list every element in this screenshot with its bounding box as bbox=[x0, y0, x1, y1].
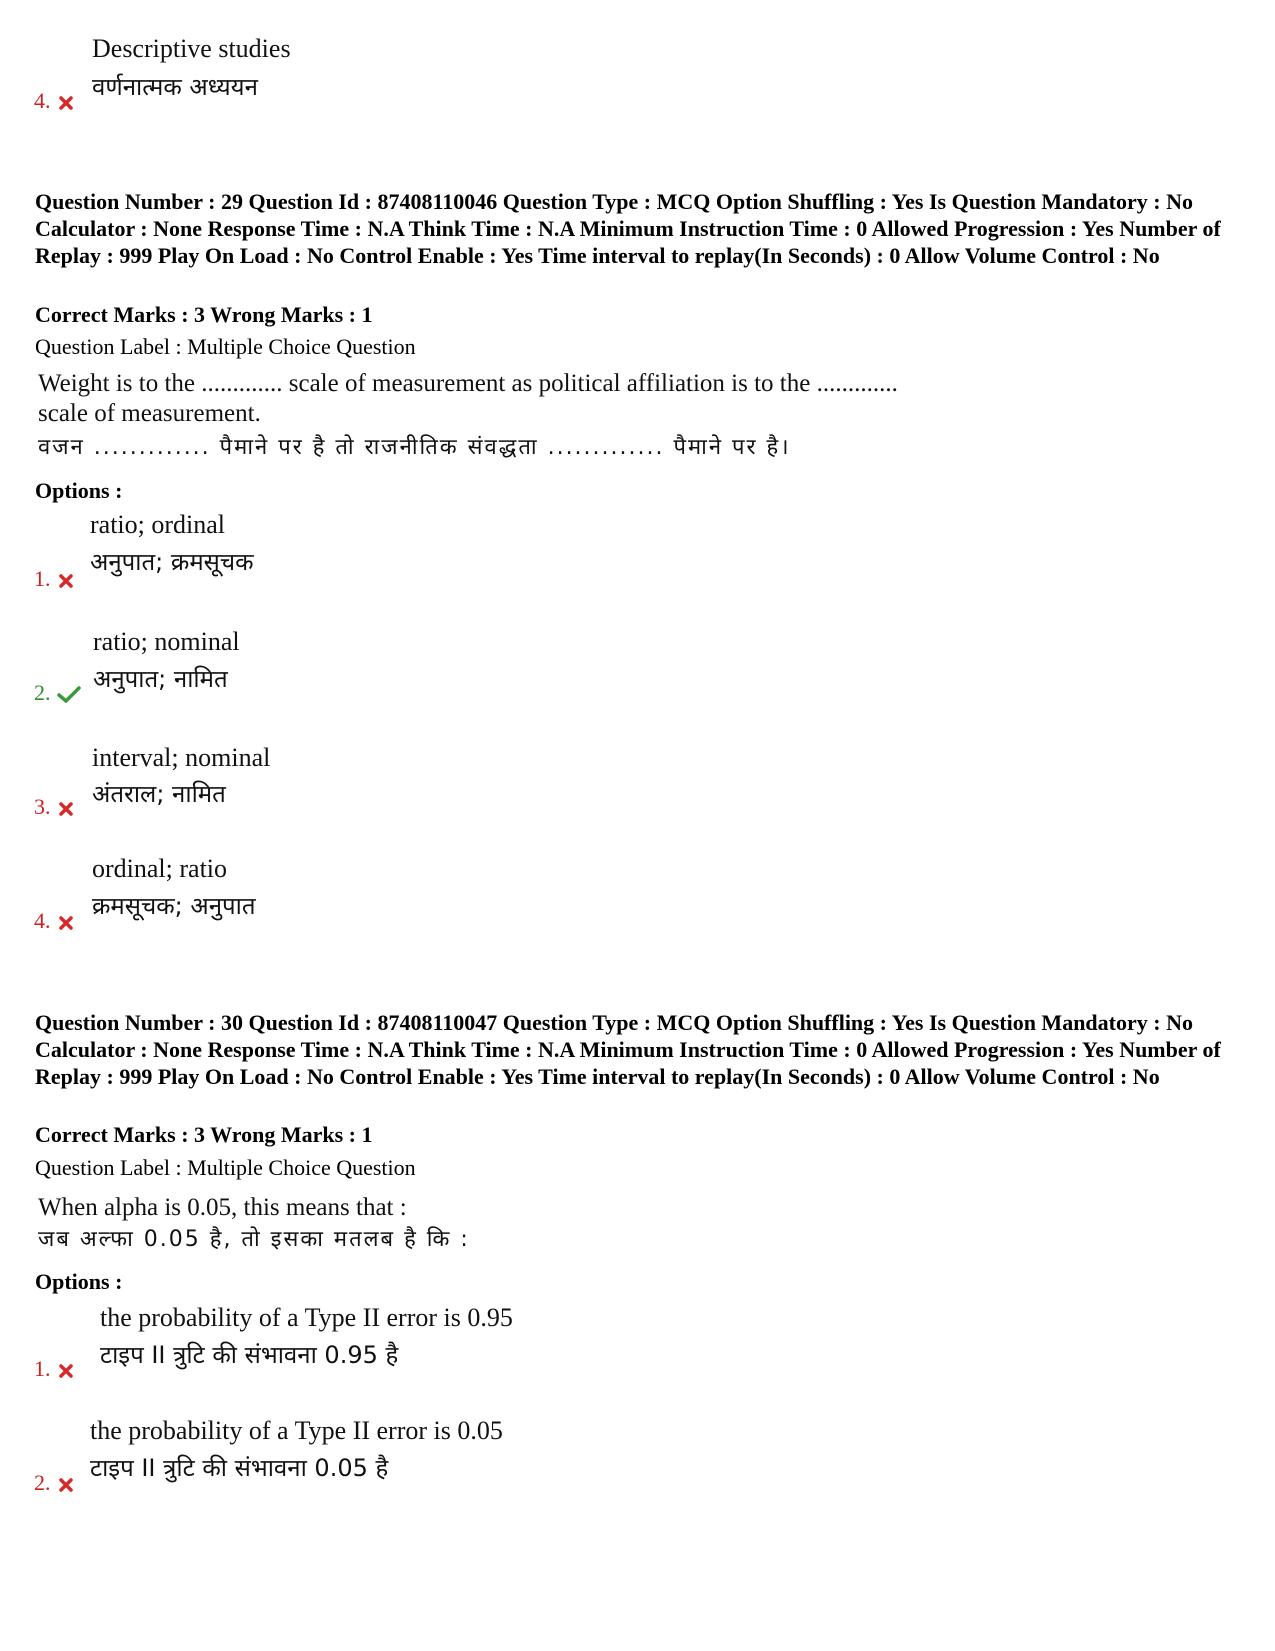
question-29-text-en-line2: scale of measurement. bbox=[38, 400, 261, 427]
question-29-meta: Question Number : 29 Question Id : 87408110046 Question Type : MCQ Option Shuffling : Yes Is Question Mandatory : No Calculator : None Response Time : N.A Think Time : N.A Minimum Instruction Time : 0 Allowed Progression : Yes Number of Replay : 999 Play On Load : No Control Enable : Yes Time interval to replay(In Seconds) : 0 Allow Volume Control : No bbox=[35, 189, 1221, 268]
q29-option-2-en: ratio; nominal bbox=[93, 627, 240, 656]
question-29-marks: Correct Marks : 3 Wrong Marks : 1 bbox=[35, 302, 373, 327]
check-icon bbox=[57, 686, 81, 704]
question-30-text bbox=[38, 1193, 470, 1255]
cross-icon bbox=[57, 94, 75, 112]
q30-option-1-en: the probability of a Type II error is 0.95 bbox=[100, 1303, 513, 1332]
question-30-text-hi: जब अल्फा 0.05 है, तो इसका मतलब है कि : bbox=[38, 1227, 470, 1252]
question-29-text-hi: वजन ............. पैमाने पर है तो राजनीतिक संवद्धता ............. पैमाने पर है। bbox=[38, 435, 791, 460]
prev-option-4-number: 4. bbox=[34, 88, 75, 114]
q30-option-1-hi: टाइप II त्रुटि की संभावना 0.95 है bbox=[100, 1341, 399, 1369]
q29-option-3-hi: अंतराल; नामित bbox=[92, 780, 226, 808]
cross-icon bbox=[57, 800, 75, 818]
q29-option-3-number: 3. bbox=[34, 794, 75, 820]
cross-icon bbox=[57, 1362, 75, 1380]
question-30-options-label: Options : bbox=[35, 1269, 123, 1294]
cross-icon bbox=[57, 572, 75, 590]
question-29-text-en-line1: Weight is to the ............. scale of measurement as political affiliation is to the ............. bbox=[38, 370, 898, 397]
q29-option-4-en: ordinal; ratio bbox=[92, 854, 228, 883]
q29-option-1-number: 1. bbox=[34, 566, 75, 592]
q29-option-3-en: interval; nominal bbox=[92, 743, 271, 772]
q30-option-2-number: 2. bbox=[34, 1470, 75, 1496]
question-30-text-en: When alpha is 0.05, this means that : bbox=[38, 1194, 407, 1221]
q29-option-2-number: 2. bbox=[34, 680, 81, 706]
prev-option-4-hi: वर्णनात्मक अध्ययन bbox=[92, 73, 258, 101]
q29-option-4-number: 4. bbox=[34, 908, 75, 934]
q30-option-1-number: 1. bbox=[34, 1356, 75, 1382]
cross-icon bbox=[57, 1476, 75, 1494]
prev-option-4-en: Descriptive studies bbox=[92, 34, 291, 63]
q30-option-2-en: the probability of a Type II error is 0.05 bbox=[90, 1416, 503, 1445]
q30-option-2-hi: टाइप II त्रुटि की संभावना 0.05 है bbox=[90, 1454, 389, 1482]
q29-option-2-hi: अनुपात; नामित bbox=[93, 665, 228, 693]
q29-option-4-hi: क्रमसूचक; अनुपात bbox=[92, 892, 256, 920]
question-29-label: Question Label : Multiple Choice Question bbox=[35, 334, 416, 359]
q29-option-1-en: ratio; ordinal bbox=[90, 510, 226, 539]
cross-icon bbox=[57, 914, 75, 932]
question-29-options-label: Options : bbox=[35, 478, 123, 503]
question-30-meta: Question Number : 30 Question Id : 87408110047 Question Type : MCQ Option Shuffling : Yes Is Question Mandatory : No Calculator : None Response Time : N.A Think Time : N.A Minimum Instruction Time : 0 Allowed Progression : Yes Number of Replay : 999 Play On Load : No Control Enable : Yes Time interval to replay(In Seconds) : 0 Allow Volume Control : No bbox=[35, 1010, 1221, 1089]
question-29-text bbox=[38, 369, 898, 463]
question-30-label: Question Label : Multiple Choice Question bbox=[35, 1155, 416, 1180]
q29-option-1-hi: अनुपात; क्रमसूचक bbox=[90, 548, 254, 576]
question-30-marks: Correct Marks : 3 Wrong Marks : 1 bbox=[35, 1122, 373, 1147]
